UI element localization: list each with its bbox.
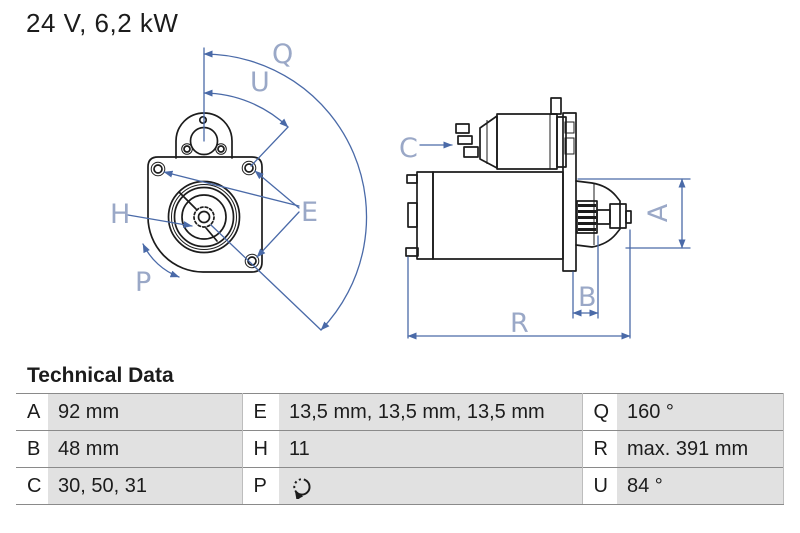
dimension-c [399,133,452,164]
dim-label-r: R [510,308,529,339]
dim-value-cell: 11 [279,431,582,468]
dimension-q [204,39,367,330]
product-spec-title: 24 V, 6,2 kW [26,8,179,38]
dim-key-cell: Q [582,394,617,431]
dim-value-cell: 30, 50, 31 [48,468,242,505]
dimension-a [578,179,690,248]
dim-label-p: P [135,267,152,298]
dim-value-cell: 48 mm [48,431,242,468]
dim-label-h: H [110,199,131,230]
dim-label-u: U [250,67,270,98]
dim-value-cell: 92 mm [48,394,242,431]
dim-label-b: B [578,282,597,313]
dim-key-cell: H [242,431,279,468]
side-view [406,98,631,271]
dim-key-cell: B [16,431,48,468]
dim-key-cell: U [582,468,617,505]
table-row [16,394,783,431]
table-row [16,431,783,468]
dimension-h [110,199,192,230]
dim-key-cell: A [16,394,48,431]
dim-value-cell: 84 ° [617,468,783,505]
pinion-teeth [578,204,596,231]
technical-data-heading: Technical Data [27,364,174,387]
dim-value-cell: 160 ° [617,394,783,431]
dim-label-c: C [399,133,418,164]
dim-key-cell: E [242,394,279,431]
dim-value-cell [279,468,582,505]
dim-value-cell: max. 391 mm [617,431,783,468]
dimension-e [164,171,318,257]
counterclockwise-rotation-icon [289,475,315,499]
dim-key-cell: R [582,431,617,468]
dim-label-a: A [643,203,674,223]
dim-label-e: E [301,197,319,228]
dimension-p [135,244,179,298]
technical-data-table [16,393,784,505]
table-row [16,468,783,505]
dim-value-cell: 13,5 mm, 13,5 mm, 13,5 mm [279,394,582,431]
dim-label-q: Q [272,39,294,70]
dim-key-cell: P [242,468,279,505]
dim-key-cell: C [16,468,48,505]
